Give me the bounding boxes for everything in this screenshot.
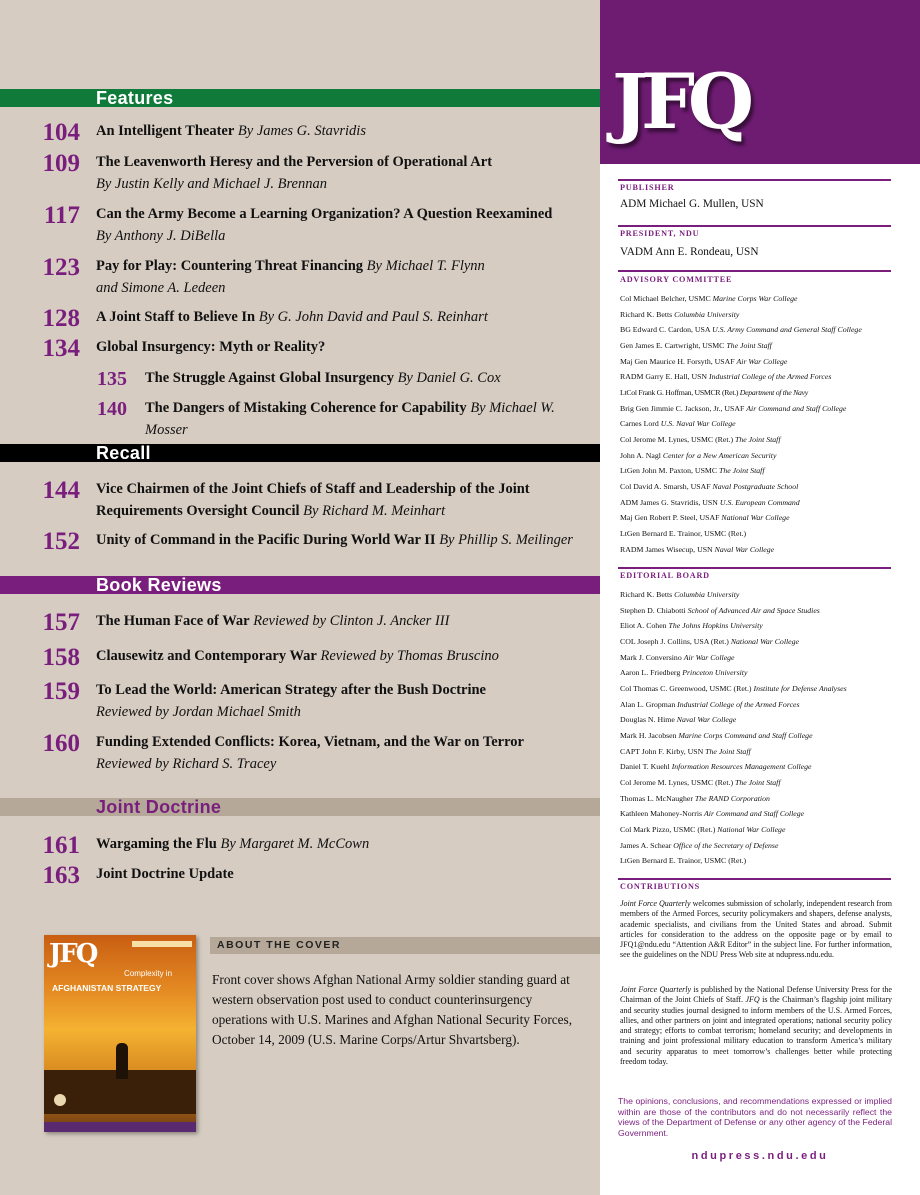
entry-byline: By Margaret M. McCown (220, 836, 370, 852)
entry-byline: Reviewed by Jordan Michael Smith (96, 704, 301, 720)
contributions-paragraph: Joint Force Quarterly welcomes submission of scholarly, independent research from members of the Armed Forces, security policymakers and shapers, defense analysts, academic specialists, and civilians from the United States and abroad. Submit articles for consideration to the address on the opposite page or by email to JFQ1@ndu.edu “Attention A&R Editor” in the subject line. For further information, see the guidelines on the NDU Press Web site at ndupress.ndu.edu. (620, 899, 892, 960)
recall-heading: Recall (96, 443, 151, 463)
entry-text (96, 151, 596, 195)
editorial-board-list (620, 587, 920, 869)
list-item: Daniel T. Kuehl Information Resources Management College (620, 762, 812, 772)
entry-text (96, 610, 596, 632)
page-number: 134 (42, 335, 80, 362)
entry-title: Funding Extended Conflicts: Korea, Vietnam, and the War on Terror (96, 734, 524, 750)
divider (618, 567, 891, 569)
list-item: Stephen D. Chiabotti School of Advanced Air and Space Studies (620, 605, 820, 615)
advisory-heading: ADVISORY COMMITTEE (620, 275, 733, 284)
list-item: Col David A. Smarsh, USAF Naval Postgraduate School (620, 481, 799, 491)
entry-title: The Leavenworth Heresy and the Perversion of Operational Art (96, 154, 493, 170)
entry-text (96, 645, 596, 667)
entry-byline: By Phillip S. Meilinger (439, 532, 573, 548)
list-item: RADM James Wisecup, USN Naval War College (620, 544, 775, 554)
page-number: 152 (42, 528, 80, 555)
page-number: 104 (42, 119, 80, 146)
publication-paragraph: Joint Force Quarterly is published by the National Defense University Press for the Chairman of the Joint Chiefs of Staff. JFQ is the Chairman’s flagship joint military and security studies journal designed to inform members of the U.S. Armed Forces, allies, and other partners on joint and integrated operations; national security policy and strategy; efforts to combat terrorism; homeland security; and developments in training and joint professional military education to transform America’s military and security apparatus to meet tomorrow’s challenges better while protecting freedom today. (620, 985, 893, 1067)
list-item: Richard K. Betts Columbia University (620, 590, 740, 599)
entry-text (96, 863, 596, 885)
page-number: 144 (42, 477, 80, 504)
list-item: Gen James E. Cartwright, USMC The Joint Staff (620, 340, 772, 350)
list-item: Maj Gen Maurice H. Forsyth, USAF Air War College (620, 356, 788, 366)
about-cover-bar (210, 937, 600, 954)
cover-logo: JFQ (49, 939, 97, 969)
entry-text (96, 529, 596, 551)
entry-byline: By G. John David and Paul S. Reinhart (258, 309, 488, 325)
about-cover-text: Front cover shows Afghan National Army soldier standing guard at western observation post used to conduct counterinsurgency operations with U.S. Marines and Afghan National Security Forces, October 14, 2009 (U.S. Marine Corps/Artur Shvartsberg). (212, 972, 573, 1047)
entry-byline: By Justin Kelly and Michael J. Brennan (96, 176, 327, 192)
page-number: 135 (97, 368, 127, 390)
list-item: Maj Gen Robert P. Steel, USAF National War College (620, 513, 790, 523)
book-reviews-heading: Book Reviews (96, 575, 222, 595)
entry-text (145, 397, 595, 441)
entry-title: The Dangers of Mistaking Coherence for Capability (145, 400, 467, 416)
entry-title: An Intelligent Theater (96, 123, 235, 139)
website-link[interactable]: ndupress.ndu.edu (691, 1150, 829, 1162)
list-item: Col Michael Belcher, USMC Marine Corps War College (620, 294, 798, 303)
entry-text (96, 120, 596, 142)
publisher-heading: PUBLISHER (620, 183, 675, 192)
page-number: 160 (42, 730, 80, 757)
divider (618, 179, 891, 181)
entry-byline: By Daniel G. Cox (397, 370, 501, 386)
entry-title: A Joint Staff to Believe In (96, 309, 256, 325)
entry-byline: By Anthony J. DiBella (96, 228, 226, 244)
list-item: LtGen John M. Paxton, USMC The Joint Staff (620, 466, 765, 476)
entry-title: The Human Face of War (96, 613, 250, 629)
list-item: CAPT John F. Kirby, USN The Joint Staff (620, 746, 751, 756)
list-item: Alan L. Gropman Industrial College of the Armed Forces (620, 699, 800, 709)
cover-thumbnail[interactable] (44, 935, 196, 1132)
list-item: Eliot A. Cohen The Johns Hopkins University (620, 621, 763, 631)
entry-title: To Lead the World: American Strategy after the Bush Doctrine (96, 682, 486, 698)
entry-text (96, 731, 596, 775)
list-item: LtCol Frank G. Hoffman, USMCR (Ret.) Department of the Navy (620, 387, 808, 397)
joint-doctrine-heading: Joint Doctrine (96, 797, 222, 817)
entry-text (96, 203, 596, 247)
entry-text (96, 255, 596, 299)
features-heading: Features (96, 88, 174, 108)
masthead-banner (600, 0, 920, 164)
page-number: 158 (42, 644, 80, 671)
entry-title: Joint Doctrine Update (96, 866, 234, 882)
publisher-name: ADM Michael G. Mullen, USN (620, 198, 764, 210)
list-item: Col Thomas C. Greenwood, USMC (Ret.) Institute for Defense Analyses (620, 683, 847, 693)
page-number: 117 (43, 202, 80, 229)
advisory-committee-list (620, 291, 920, 557)
features-section-bar (0, 89, 600, 107)
contributions-heading: CONTRIBUTIONS (620, 882, 701, 891)
entry-title: Clausewitz and Contemporary War (96, 648, 317, 664)
entry-title: Pay for Play: Countering Threat Financing (96, 258, 364, 274)
page-number: 109 (42, 150, 80, 177)
entry-title-continued: Requirements Oversight Council (96, 503, 300, 519)
recall-section-bar (0, 444, 600, 462)
joint-doctrine-section-bar (0, 798, 600, 816)
list-item: Aaron L. Friedberg Princeton University (620, 668, 748, 678)
cover-headline: AFGHANISTAN STRATEGY (52, 983, 162, 993)
entry-text (96, 478, 596, 522)
list-item: Thomas L. McNaugher The RAND Corporation (620, 793, 770, 803)
page-number: 123 (42, 254, 80, 281)
entry-text (96, 306, 596, 328)
entry-byline: Reviewed by Thomas Bruscino (320, 648, 499, 664)
entry-byline: Reviewed by Richard S. Tracey (96, 756, 277, 772)
page-number: 159 (42, 678, 80, 705)
list-item: RADM Garry E. Hall, USN Industrial College of the Armed Forces (620, 372, 832, 382)
entry-byline: By Richard M. Meinhart (303, 503, 446, 519)
entry-title: Wargaming the Flu (96, 836, 217, 852)
masthead (600, 0, 920, 1195)
page-number: 157 (42, 609, 80, 636)
divider (618, 878, 891, 880)
page-number: 140 (97, 398, 127, 420)
list-item: Douglas N. Hime Naval War College (620, 715, 737, 725)
cover-footer-band (44, 1122, 196, 1132)
entry-text (96, 679, 596, 723)
list-item: LtGen Bernard E. Trainor, USMC (Ret.) (620, 528, 747, 538)
page-number: 161 (42, 832, 80, 859)
entry-byline-continued: and Simone A. Ledeen (96, 280, 226, 296)
cover-subtitle: Complexity in (124, 969, 173, 978)
cover-issue-strip (132, 941, 192, 947)
list-item: COL Joseph J. Collins, USA (Ret.) National War College (620, 636, 799, 646)
divider (618, 270, 891, 272)
list-item: LtGen Bernard E. Trainor, USMC (Ret.) (620, 856, 747, 866)
entry-text (96, 336, 596, 358)
list-item: Richard K. Betts Columbia University (620, 309, 740, 319)
entry-text (145, 367, 595, 389)
book-reviews-section-bar (0, 576, 600, 594)
cover-seal-icon (54, 1094, 66, 1106)
page-number: 128 (42, 305, 80, 332)
entry-byline: Reviewed by Clinton J. Ancker III (253, 613, 450, 629)
list-item: Col Mark Pizzo, USMC (Ret.) National War College (620, 824, 786, 834)
list-item: Mark H. Jacobsen Marine Corps Command and Staff College (620, 730, 813, 740)
entry-byline: By Michael W. Mosser (145, 400, 555, 438)
entry-title: Unity of Command in the Pacific During World War II (96, 532, 436, 548)
jfq-logo: JFQ (612, 57, 748, 146)
list-item: BG Edward C. Cardon, USA U.S. Army Command and General Staff College (620, 325, 862, 335)
list-item: Brig Gen Jimmie C. Jackson, Jr., USAF Air Command and Staff College (620, 403, 847, 413)
president-name: VADM Ann E. Rondeau, USN (620, 246, 759, 258)
list-item: Carnes Lord U.S. Naval War College (620, 419, 736, 429)
editorial-heading: EDITORIAL BOARD (620, 571, 710, 580)
cover-soldier-silhouette (116, 1043, 128, 1079)
list-item: Col Jerome M. Lynes, USMC (Ret.) The Joint Staff (620, 434, 781, 444)
entry-byline: By James G. Stavridis (237, 123, 366, 139)
entry-title: Vice Chairmen of the Joint Chiefs of Staff and Leadership of the Joint (96, 481, 530, 497)
list-item: John A. Nagl Center for a New American Security (620, 450, 777, 460)
entry-title: Global Insurgency: Myth or Reality? (96, 339, 326, 355)
entry-title: The Struggle Against Global Insurgency (145, 370, 394, 386)
entry-title: Can the Army Become a Learning Organization? A Question Reexamined (96, 206, 553, 222)
list-item: James A. Schear Office of the Secretary of Defense (620, 840, 779, 850)
disclaimer-text: The opinions, conclusions, and recommendations expressed or implied within are those of the contributors and do not necessarily reflect the views of the Department of Defense or any other agency of the Federal Government. (618, 1096, 892, 1138)
list-item: ADM James G. Stavridis, USN U.S. European Command (620, 497, 800, 507)
list-item: Kathleen Mahoney-Norris Air Command and Staff College (620, 809, 805, 819)
about-cover-heading: ABOUT THE COVER (217, 939, 342, 951)
list-item: Mark J. Conversino Air War College (620, 652, 735, 662)
entry-byline: By Michael T. Flynn (366, 258, 485, 274)
entry-text (96, 833, 596, 855)
president-heading: PRESIDENT, NDU (620, 229, 700, 238)
page-number: 163 (42, 862, 80, 889)
list-item: Col Jerome M. Lynes, USMC (Ret.) The Joint Staff (620, 777, 781, 787)
divider (618, 225, 891, 227)
